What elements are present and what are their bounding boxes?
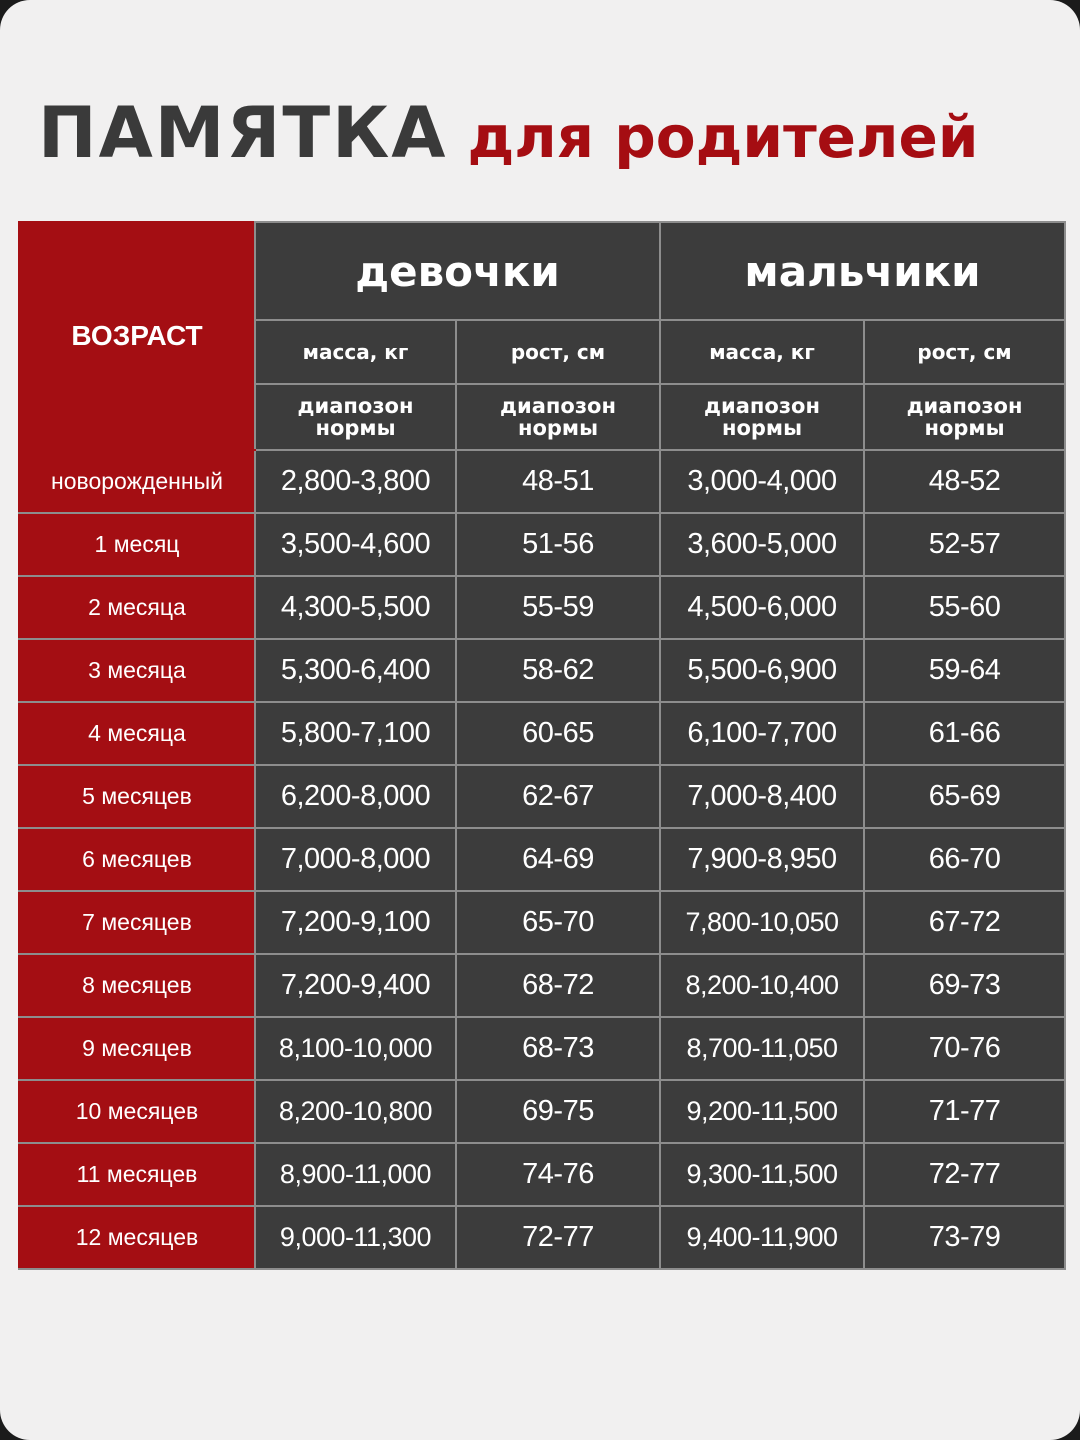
boys-height-cell: 69-73: [864, 954, 1065, 1017]
girls-mass-cell: 7,000-8,000: [255, 828, 456, 891]
girls-height-cell: 65-70: [456, 891, 660, 954]
boys-mass-cell: 7,900-8,950: [660, 828, 864, 891]
age-cell: 4 месяца: [19, 702, 255, 765]
range-label-2: нормы: [924, 416, 1005, 440]
table-row: [19, 828, 1065, 891]
boys-mass-cell: 7,000-8,400: [660, 765, 864, 828]
boys-height-cell: 61-66: [864, 702, 1065, 765]
boys-mass-cell: 6,100-7,700: [660, 702, 864, 765]
age-cell: новорожденный: [19, 450, 255, 513]
girls-height-cell: 48-51: [456, 450, 660, 513]
boys-mass-cell: 8,700-11,050: [660, 1017, 864, 1080]
girls-height-cell: 68-72: [456, 954, 660, 1017]
range-label-2: нормы: [721, 416, 803, 440]
girls-height-header: рост, см: [456, 320, 660, 384]
range-header: [456, 384, 660, 450]
girls-mass-cell: 9,000-11,300: [255, 1206, 456, 1269]
table-row: [19, 639, 1065, 702]
boys-height-cell: 48-52: [864, 450, 1065, 513]
girls-height-cell: 60-65: [456, 702, 660, 765]
girls-height-cell: 55-59: [456, 576, 660, 639]
boys-height-header: рост, см: [864, 320, 1065, 384]
table-row: [19, 1017, 1065, 1080]
girls-mass-cell: 7,200-9,400: [255, 954, 456, 1017]
boys-height-cell: 52-57: [864, 513, 1065, 576]
boys-mass-cell: 9,300-11,500: [660, 1143, 864, 1206]
girls-mass-cell: 3,500-4,600: [255, 513, 456, 576]
age-cell: 2 месяца: [19, 576, 255, 639]
age-cell: 5 месяцев: [19, 765, 255, 828]
age-cell: 11 месяцев: [19, 1143, 255, 1206]
girls-mass-cell: 8,200-10,800: [255, 1080, 456, 1143]
range-header: [864, 384, 1065, 450]
boys-mass-cell: 9,200-11,500: [660, 1080, 864, 1143]
girls-height-cell: 62-67: [456, 765, 660, 828]
boys-height-cell: 72-77: [864, 1143, 1065, 1206]
boys-header: мальчики: [660, 222, 1065, 320]
table-row: [19, 513, 1065, 576]
growth-table: [18, 221, 1066, 1270]
title-main: ПАМЯТКА: [38, 92, 448, 174]
boys-mass-cell: 8,200-10,400: [660, 954, 864, 1017]
girls-height-cell: 74-76: [456, 1143, 660, 1206]
boys-height-cell: 59-64: [864, 639, 1065, 702]
boys-mass-cell: 9,400-11,900: [660, 1206, 864, 1269]
range-header: [255, 384, 456, 450]
girls-mass-cell: 8,900-11,000: [255, 1143, 456, 1206]
boys-mass-cell: 7,800-10,050: [660, 891, 864, 954]
boys-height-cell: 70-76: [864, 1017, 1065, 1080]
boys-height-cell: 65-69: [864, 765, 1065, 828]
boys-height-cell: 71-77: [864, 1080, 1065, 1143]
girls-mass-cell: 5,800-7,100: [255, 702, 456, 765]
boys-mass-cell: 3,000-4,000: [660, 450, 864, 513]
age-cell: 9 месяцев: [19, 1017, 255, 1080]
age-cell: 1 месяц: [19, 513, 255, 576]
boys-height-cell: 67-72: [864, 891, 1065, 954]
boys-mass-cell: 3,600-5,000: [660, 513, 864, 576]
boys-height-cell: 55-60: [864, 576, 1065, 639]
age-cell: 12 месяцев: [19, 1206, 255, 1269]
boys-mass-cell: 4,500-6,000: [660, 576, 864, 639]
age-cell: 6 месяцев: [19, 828, 255, 891]
girls-mass-cell: 5,300-6,400: [255, 639, 456, 702]
table-row: [19, 450, 1065, 513]
girls-height-cell: 64-69: [456, 828, 660, 891]
girls-header: девочки: [255, 222, 660, 320]
girls-height-cell: 72-77: [456, 1206, 660, 1269]
age-cell: 3 месяца: [19, 639, 255, 702]
age-header: ВОЗРАСТ: [19, 222, 255, 450]
girls-mass-cell: 2,800-3,800: [255, 450, 456, 513]
range-label-1: диапозон: [297, 394, 414, 418]
page-title: [38, 92, 1048, 172]
age-cell: 10 месяцев: [19, 1080, 255, 1143]
title-sub: для родителей: [467, 103, 979, 171]
boys-mass-header: масса, кг: [660, 320, 864, 384]
girls-mass-cell: 4,300-5,500: [255, 576, 456, 639]
table-row: [19, 954, 1065, 1017]
girls-height-cell: 68-73: [456, 1017, 660, 1080]
girls-mass-header: масса, кг: [255, 320, 456, 384]
range-label-1: диапозон: [500, 394, 616, 418]
table-row: [19, 1206, 1065, 1269]
table-row: [19, 891, 1065, 954]
table-row: [19, 1143, 1065, 1206]
age-cell: 7 месяцев: [19, 891, 255, 954]
table-row: [19, 1080, 1065, 1143]
range-label-2: нормы: [517, 416, 599, 440]
boys-height-cell: 66-70: [864, 828, 1065, 891]
girls-height-cell: 69-75: [456, 1080, 660, 1143]
girls-height-cell: 51-56: [456, 513, 660, 576]
boys-mass-cell: 5,500-6,900: [660, 639, 864, 702]
girls-mass-cell: 6,200-8,000: [255, 765, 456, 828]
table-row: [19, 702, 1065, 765]
age-cell: 8 месяцев: [19, 954, 255, 1017]
range-label-2: нормы: [315, 416, 396, 440]
table-row: [19, 576, 1065, 639]
girls-height-cell: 58-62: [456, 639, 660, 702]
range-label-1: диапозон: [906, 394, 1023, 418]
boys-height-cell: 73-79: [864, 1206, 1065, 1269]
girls-mass-cell: 7,200-9,100: [255, 891, 456, 954]
girls-mass-cell: 8,100-10,000: [255, 1017, 456, 1080]
table-row: [19, 765, 1065, 828]
range-header: [660, 384, 864, 450]
range-label-1: диапозон: [704, 394, 820, 418]
